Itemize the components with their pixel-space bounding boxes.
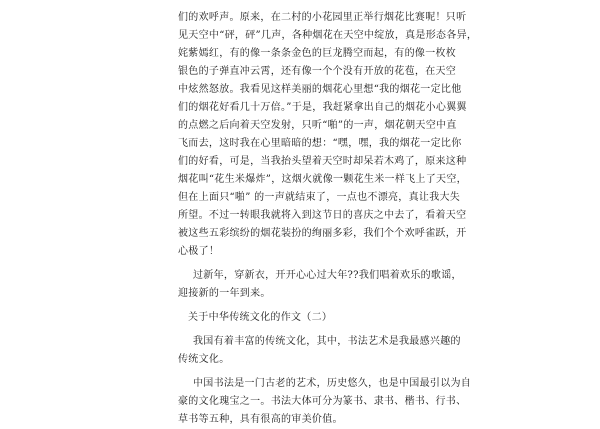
text-line: 传统文化。 (178, 354, 230, 365)
text-line: 中炫然怒放。我看见这样美丽的烟花心里想“我的烟花一定比他 (178, 84, 462, 95)
text-column (178, 9, 478, 429)
text-line: 所望。不过一转眼我就将入到这节日的喜庆之中去了，看着天空 (178, 210, 467, 221)
text-line: 但在上面只“啪” 的一声就结束了，一点也不漂亮，真让我大失 (178, 192, 461, 203)
text-line: 烟花叫“花生米爆炸”，这烟火就像一颗花生米一样飞上了天空， (178, 174, 467, 185)
text-line: 们的烟花好看几十万倍。”于是，我赶紧拿出自己的烟花小心翼翼 (178, 102, 467, 113)
text-line: 被这些五彩缤纷的烟花装扮的绚丽多彩，我们个个欢呼雀跃，开 (178, 228, 467, 239)
text-line: 我国有着丰富的传统文化，其中，书法艺术是我最感兴趣的 (193, 336, 461, 347)
text-line: 心极了！ (178, 246, 220, 257)
text-line: 迎接新的一年到来。 (178, 288, 271, 299)
text-line: 过新年，穿新衣，开开心心过大年??我们唱着欢乐的歌谣， (193, 270, 462, 281)
text-line: 们的好看，可是，当我抬头望着天空时却呆若木鸡了，原来这种 (178, 156, 467, 167)
paragraph-fireworks (178, 9, 478, 261)
text-line: 们的欢呼声。原来，在二村的小花园里正举行烟花比赛呢！只听 (178, 12, 467, 23)
paragraph-calligraphy-history (178, 375, 472, 429)
text-line: 银色的子弹直冲云霄，还有像一个个没有开放的花苞，在天空 (178, 66, 457, 77)
paragraph-calligraphy-intro (178, 333, 461, 369)
text-line: 草书等五种，具有很高的审美价值。 (178, 414, 343, 425)
text-line: 中国书法是一门古老的艺术，历史悠久，也是中国最引以为自 (193, 378, 472, 389)
text-line: 的点燃之后向着天空发射，只听“啪”的一声，烟花朝天空中直 (178, 120, 457, 131)
text-line: 豪的文化瑰宝之一。书法大体可分为篆书、隶书、楷书、行书、 (178, 396, 467, 407)
text-line: 见天空中“砰，砰”几声，各种烟花在天空中绽放，真是形态各异， (178, 30, 478, 41)
essay-title: 关于中华传统文化的作文（二） (188, 312, 333, 323)
paragraph-new-year (178, 267, 462, 303)
text-line: 姹紫嫣红，有的像一条条金色的巨龙腾空而起，有的像一枚枚 (178, 48, 457, 59)
text-line: 飞而去，这时我在心里暗暗的想：“嘿，嘿，我的烟花一定比你 (178, 138, 462, 149)
